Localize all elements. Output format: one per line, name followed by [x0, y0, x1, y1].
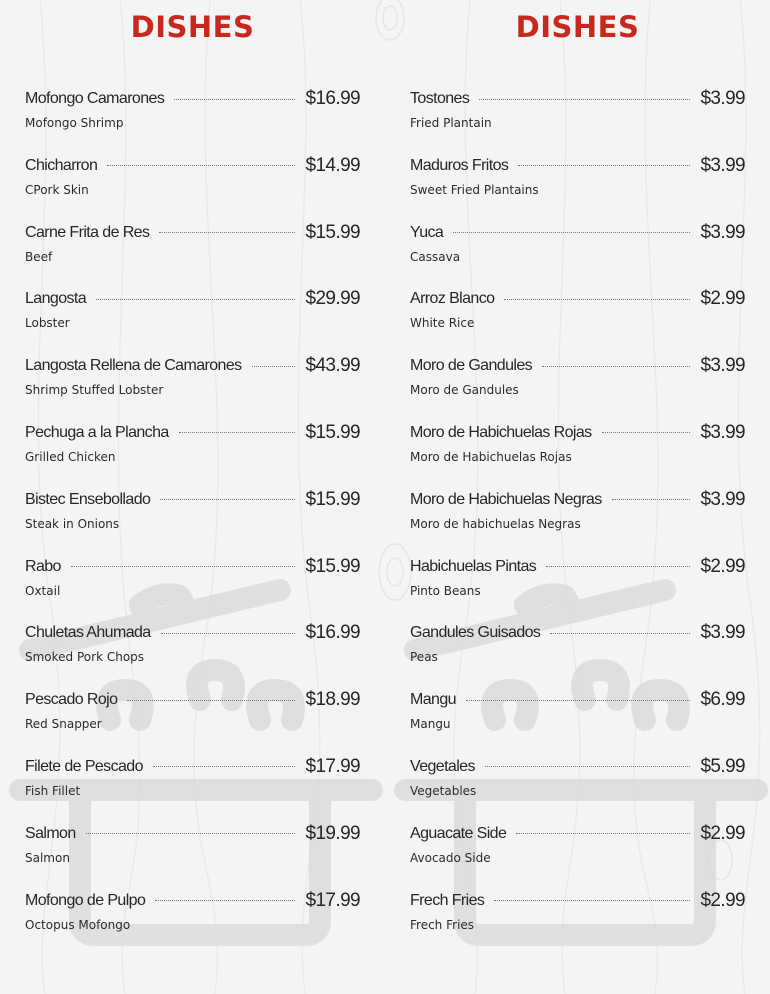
item-price: $3.99	[700, 488, 745, 510]
dotted-leader	[161, 633, 296, 634]
column-title: DISHES	[130, 10, 255, 44]
item-name: Gandules Guisados	[410, 624, 541, 642]
item-description: Fish Fillet	[25, 783, 81, 798]
dotted-leader	[542, 366, 690, 367]
item-description: Steak in Onions	[25, 516, 120, 531]
item-price: $3.99	[700, 355, 745, 377]
item-description: Moro de Habichuelas Rojas	[410, 449, 572, 464]
item-price: $19.99	[305, 822, 360, 844]
menu-item	[25, 743, 360, 810]
item-name: Arroz Blanco	[410, 290, 495, 308]
dotted-leader	[153, 766, 296, 767]
item-description: Grilled Chicken	[25, 449, 116, 464]
item-name: Salmon	[25, 824, 76, 842]
item-description: Octopus Mofongo	[25, 917, 131, 932]
menu-item	[410, 609, 745, 676]
item-price: $14.99	[305, 154, 360, 176]
item-name: Filete de Pescado	[25, 757, 143, 775]
item-price: $17.99	[305, 889, 360, 911]
menu-item	[410, 810, 745, 877]
item-name: Moro de Habichuelas Rojas	[410, 423, 592, 441]
item-description: Red Snapper	[25, 717, 102, 732]
item-name: Vegetales	[410, 757, 475, 775]
item-name: Moro de Habichuelas Negras	[410, 490, 602, 508]
menu-item	[25, 75, 360, 142]
item-name: Mofongo de Pulpo	[25, 891, 146, 909]
dotted-leader	[71, 566, 296, 567]
item-description: Moro de habichuelas Negras	[410, 516, 581, 531]
dotted-leader	[546, 566, 690, 567]
menu-item	[410, 743, 745, 810]
menu-item	[410, 142, 745, 209]
dotted-leader	[602, 432, 691, 433]
menu-item	[25, 877, 360, 944]
item-description: Beef	[25, 249, 53, 264]
dotted-leader	[160, 499, 295, 500]
dotted-leader	[179, 432, 296, 433]
item-name: Pechuga a la Plancha	[25, 423, 169, 441]
dotted-leader	[155, 900, 295, 901]
menu-item	[25, 275, 360, 342]
item-price: $15.99	[305, 421, 360, 443]
item-price: $3.99	[700, 421, 745, 443]
menu-item	[410, 275, 745, 342]
item-price: $18.99	[305, 689, 360, 711]
item-description: Mangu	[410, 717, 451, 732]
menu-item-list	[25, 75, 360, 943]
item-description: Shrimp Stuffed Lobster	[25, 383, 164, 398]
item-price: $15.99	[305, 555, 360, 577]
item-name: Aguacate Side	[410, 824, 507, 842]
item-description: White Rice	[410, 316, 475, 331]
menu-item	[25, 209, 360, 276]
menu-item	[410, 75, 745, 142]
item-name: Chuletas Ahumada	[25, 624, 151, 642]
menu-item	[25, 476, 360, 543]
item-description: Pinto Beans	[410, 583, 481, 598]
item-description: Peas	[410, 650, 438, 665]
menu-item	[25, 142, 360, 209]
menu-item	[410, 342, 745, 409]
item-name: Moro de Gandules	[410, 357, 533, 375]
item-price: $2.99	[700, 288, 745, 310]
menu-item	[25, 342, 360, 409]
item-description: Avocado Side	[410, 850, 491, 865]
item-price: $5.99	[700, 755, 745, 777]
item-name: Frech Fries	[410, 891, 485, 909]
dotted-leader	[86, 833, 296, 834]
item-name: Yuca	[410, 223, 444, 241]
item-description: Moro de Gandules	[410, 383, 519, 398]
item-description: Vegetables	[410, 783, 477, 798]
item-price: $3.99	[700, 221, 745, 243]
item-price: $29.99	[305, 288, 360, 310]
item-price: $6.99	[700, 689, 745, 711]
item-description: Sweet Fried Plantains	[410, 182, 539, 197]
item-name: Chicharron	[25, 156, 98, 174]
item-name: Carne Frita de Res	[25, 223, 150, 241]
dotted-leader	[494, 900, 690, 901]
menu-item	[410, 543, 745, 610]
item-name: Habichuelas Pintas	[410, 557, 537, 575]
item-price: $3.99	[700, 154, 745, 176]
menu-item	[25, 609, 360, 676]
menu-item-list	[410, 75, 745, 943]
menu-item	[410, 209, 745, 276]
item-price: $2.99	[700, 889, 745, 911]
dotted-leader	[485, 766, 691, 767]
item-name: Bistec Ensebollado	[25, 490, 151, 508]
item-name: Tostones	[410, 90, 470, 107]
item-price: $2.99	[700, 822, 745, 844]
menu-item	[25, 409, 360, 476]
item-description: Salmon	[25, 850, 70, 865]
dotted-leader	[466, 700, 691, 701]
menu-item	[25, 543, 360, 610]
item-description: Frech Fries	[410, 917, 475, 932]
item-name: Mangu	[410, 691, 456, 709]
item-name: Mofongo Camarones	[25, 90, 165, 107]
item-description: Lobster	[25, 316, 70, 331]
dotted-leader	[612, 499, 691, 500]
dotted-leader	[504, 299, 690, 300]
dotted-leader	[550, 633, 690, 634]
dotted-leader	[518, 165, 690, 166]
dotted-leader	[479, 99, 690, 100]
item-price: $16.99	[305, 622, 360, 644]
item-name: Langosta Rellena de Camarones	[25, 357, 242, 375]
item-description: Mofongo Shrimp	[25, 116, 124, 130]
item-name: Pescado Rojo	[25, 691, 118, 709]
dotted-leader	[453, 232, 690, 233]
item-price: $3.99	[700, 88, 745, 109]
column-title: DISHES	[515, 10, 640, 44]
item-description: Smoked Pork Chops	[25, 650, 145, 665]
menu-item	[410, 877, 745, 944]
menu-item	[410, 409, 745, 476]
menu-column-left	[25, 0, 360, 943]
dotted-leader	[96, 299, 295, 300]
item-description: Cassava	[410, 249, 461, 264]
item-description: Oxtail	[25, 583, 61, 598]
menu-item	[410, 676, 745, 743]
dotted-leader	[159, 232, 295, 233]
dotted-leader	[516, 833, 690, 834]
dotted-leader	[174, 99, 295, 100]
item-description: CPork Skin	[25, 182, 89, 197]
item-name: Rabo	[25, 557, 61, 575]
item-price: $2.99	[700, 555, 745, 577]
item-price: $15.99	[305, 221, 360, 243]
item-price: $15.99	[305, 488, 360, 510]
dotted-leader	[107, 165, 295, 166]
item-price: $16.99	[305, 88, 360, 109]
menu-column-right	[410, 0, 745, 943]
dotted-leader	[252, 366, 296, 367]
item-name: Langosta	[25, 290, 87, 308]
item-price: $17.99	[305, 755, 360, 777]
item-description: Fried Plantain	[410, 116, 492, 130]
menu-item	[25, 810, 360, 877]
dotted-leader	[127, 700, 295, 701]
menu-item	[25, 676, 360, 743]
item-name: Maduros Fritos	[410, 156, 509, 174]
menu-item	[410, 476, 745, 543]
item-price: $3.99	[700, 622, 745, 644]
item-price: $43.99	[305, 355, 360, 377]
